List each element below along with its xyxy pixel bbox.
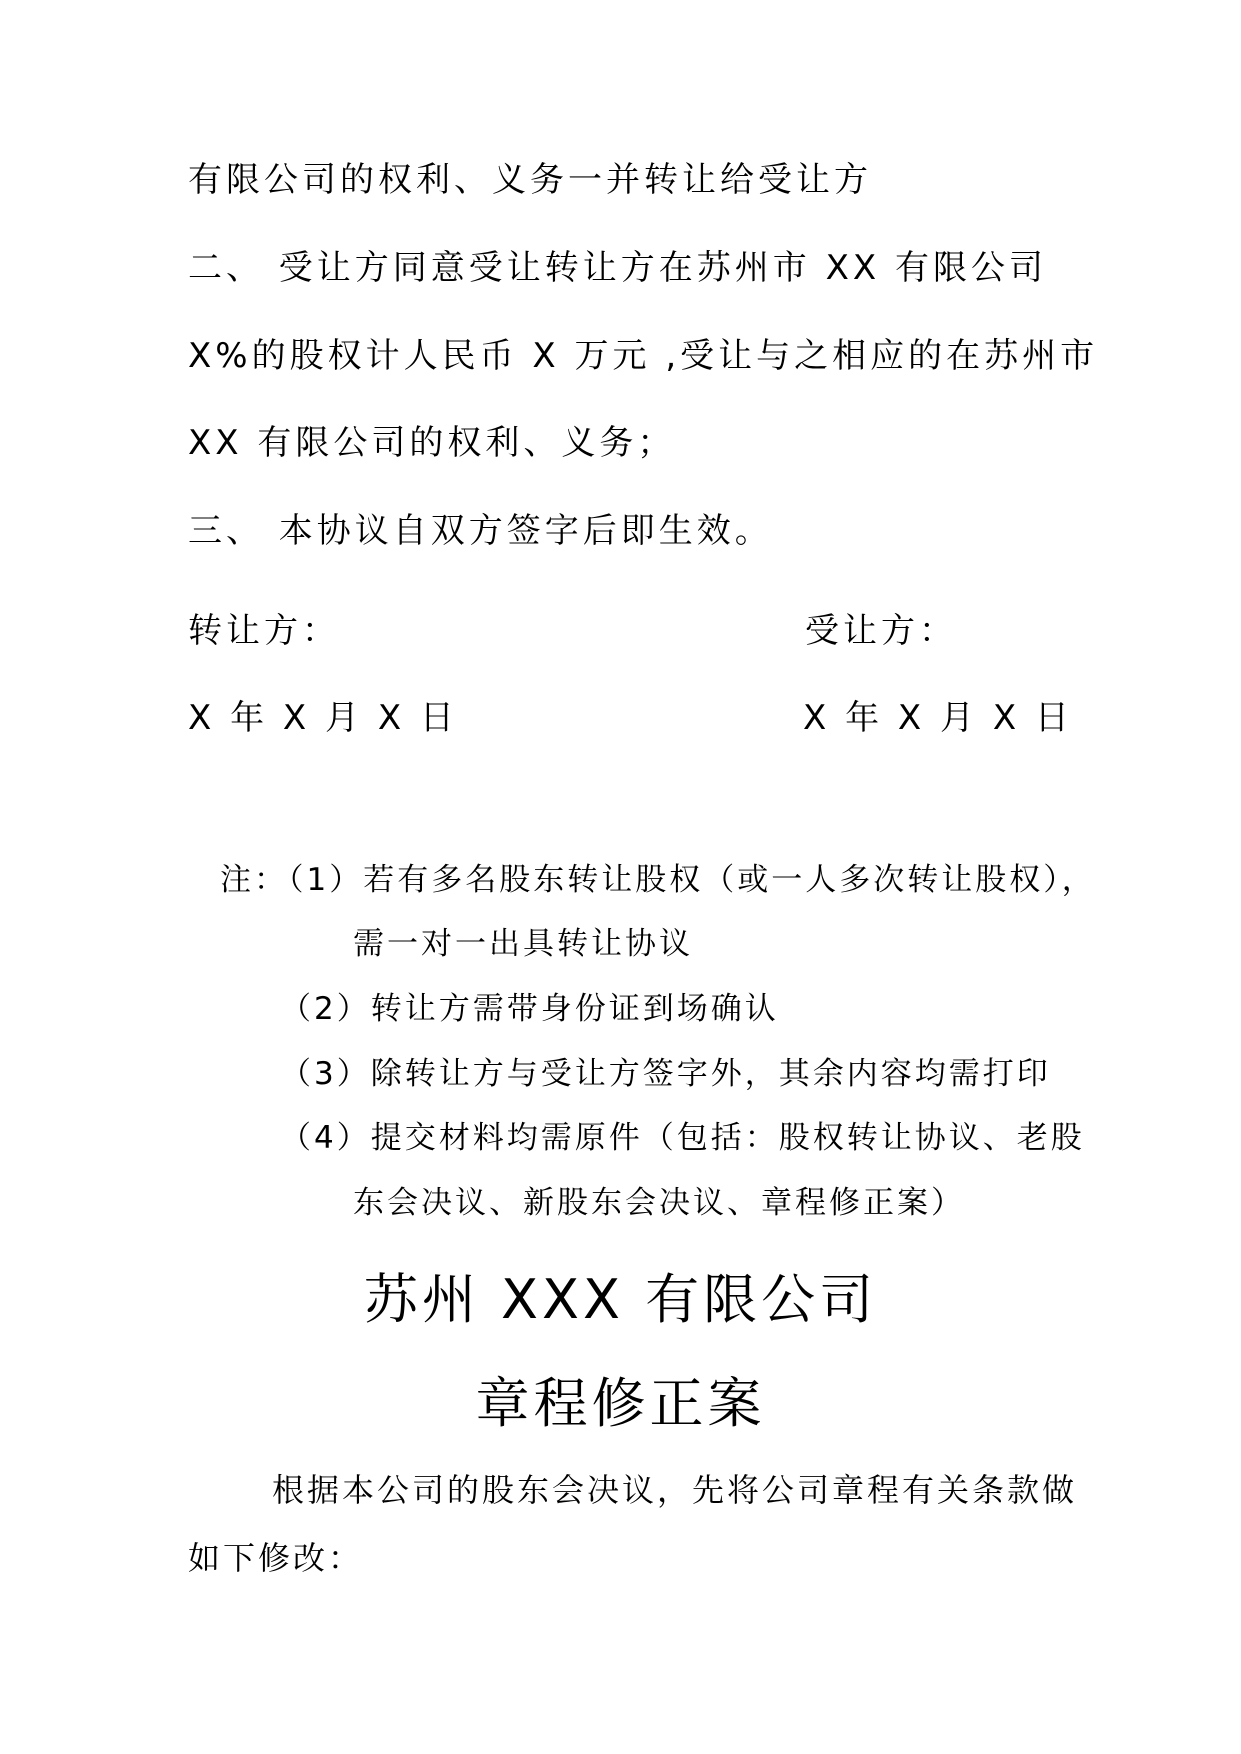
note-3: （3）除转让方与受让方签字外，其余内容均需打印 <box>280 1056 1051 1092</box>
transferee-label: 受让方： <box>805 611 957 651</box>
transferee-date: X 年 X 月 X 日 <box>803 698 1073 738</box>
body-line-3: X%的股权计人民币 X 万元 ,受让与之相应的在苏州市 <box>188 336 1099 376</box>
transferor-date: X 年 X 月 X 日 <box>188 698 458 738</box>
body-line-1: 有限公司的权利、义务一并转让给受让方 <box>188 160 872 200</box>
amendment-paragraph-line-2: 如下修改： <box>188 1539 364 1577</box>
note-1-line-1: 注：（1）若有多名股东转让股权（或一人多次转让股权）， <box>220 862 1096 898</box>
amendment-paragraph-line-1: 根据本公司的股东会决议，先将公司章程有关条款做 <box>272 1471 1078 1509</box>
transferor-label: 转让方： <box>188 611 340 651</box>
document-title: 章程修正案 <box>475 1372 766 1435</box>
note-1-line-2: 需一对一出具转让协议 <box>353 926 693 962</box>
company-heading: 苏州 XXX 有限公司 <box>363 1268 878 1331</box>
note-2: （2）转让方需带身份证到场确认 <box>280 991 779 1027</box>
note-4-line-1: （4）提交材料均需原件（包括：股权转让协议、老股 <box>280 1120 1085 1156</box>
body-line-2: 二、 受让方同意受让转让方在苏州市 XX 有限公司 <box>188 248 1048 288</box>
body-line-4: XX 有限公司的权利、义务； <box>188 423 676 463</box>
body-line-5: 三、 本协议自双方签字后即生效。 <box>188 511 773 551</box>
note-4-line-2: 东会决议、新股东会决议、章程修正案） <box>353 1185 965 1221</box>
